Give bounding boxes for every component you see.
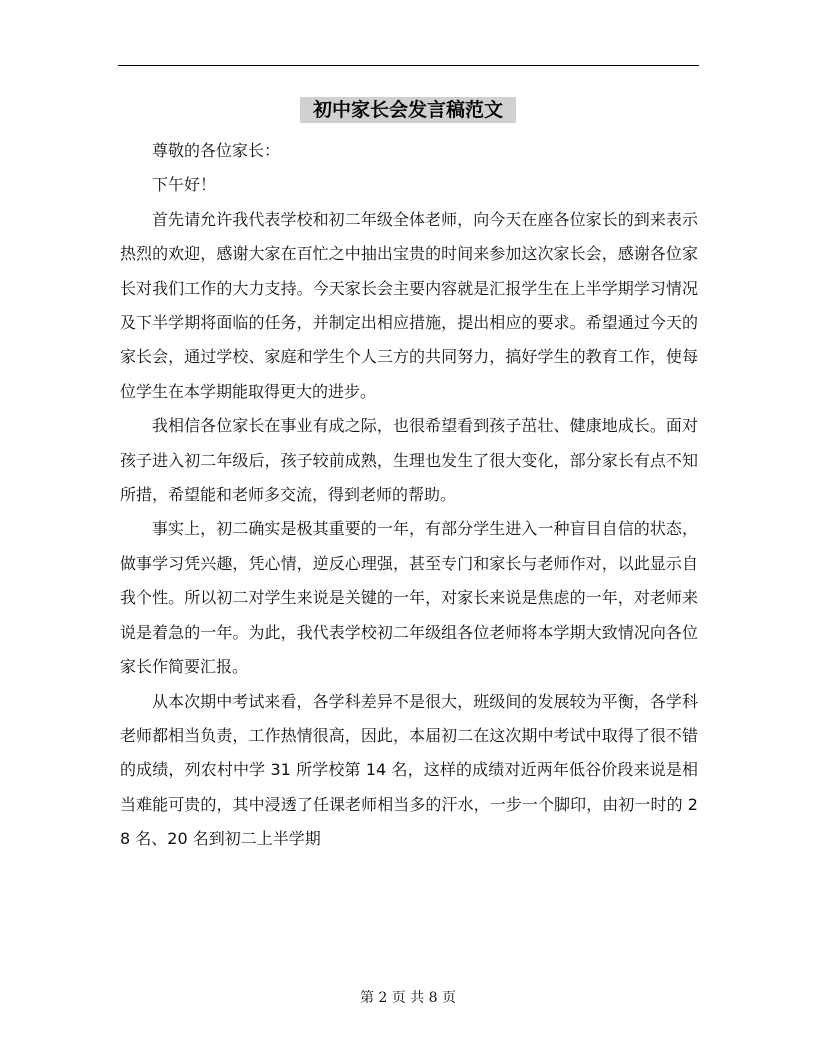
salutation: 尊敬的各位家长： [152,141,281,160]
document-title: 初中家长会发言稿范文 [300,97,516,123]
page-number-footer: 第 2 页 共 8 页 [359,990,457,1006]
greeting: 下午好！ [152,175,217,195]
body-paragraph: 事实上，初二确实是极其重要的一年，有部分学生进入一种盲目自信的状态，做事学习凭兴趣，凭心情，逆反心理强，甚至专门和家长与老师作对，以此显示自我个性。所以初二对学生来说是关键的一年，对家长来说是焦虑的一年，对老师来说是着急的一年。为此，我代表学校初二年级组各位老师将本学期大致情况向各位家长作简要汇报。 [120,519,698,677]
header-rule [118,65,699,66]
body-paragraph: 从本次期中考试来看，各学科差异不是很大，班级间的发展较为平衡，各学科老师都相当负责，工作热情很高，因此，本届初二在这次期中考试中取得了很不错的成绩，列农村中学 31 所学校第 14 名，这样的成绩对近两年低谷价段来说是相当难能可贵的，其中浸透了任课老师相当多的汗水，一步一个脚印，由初一时的 28 名、20 名到初二上半学期 [120,691,698,849]
document-body [120,134,698,857]
body-paragraph: 我相信各位家长在事业有成之际，也很希望看到孩子茁壮、健康地成长。面对孩子进入初二年级后，孩子较前成熟，生理也发生了很大变化，部分家长有点不知所措，希望能和老师多交流，得到老师的帮助。 [120,416,698,505]
body-paragraph: 首先请允许我代表学校和初二年级全体老师，向今天在座各位家长的到来表示热烈的欢迎，感谢大家在百忙之中抽出宝贵的时间来参加这次家长会，感谢各位家长对我们工作的大力支持。今天家长会主要内容就是汇报学生在上半学期学习情况及下半学期将面临的任务，并制定出相应措施，提出相应的要求。希望通过今天的家长会，通过学校、家庭和学生个人三方的共同努力，搞好学生的教育工作，使每位学生在本学期能取得更大的进步。 [120,209,698,401]
